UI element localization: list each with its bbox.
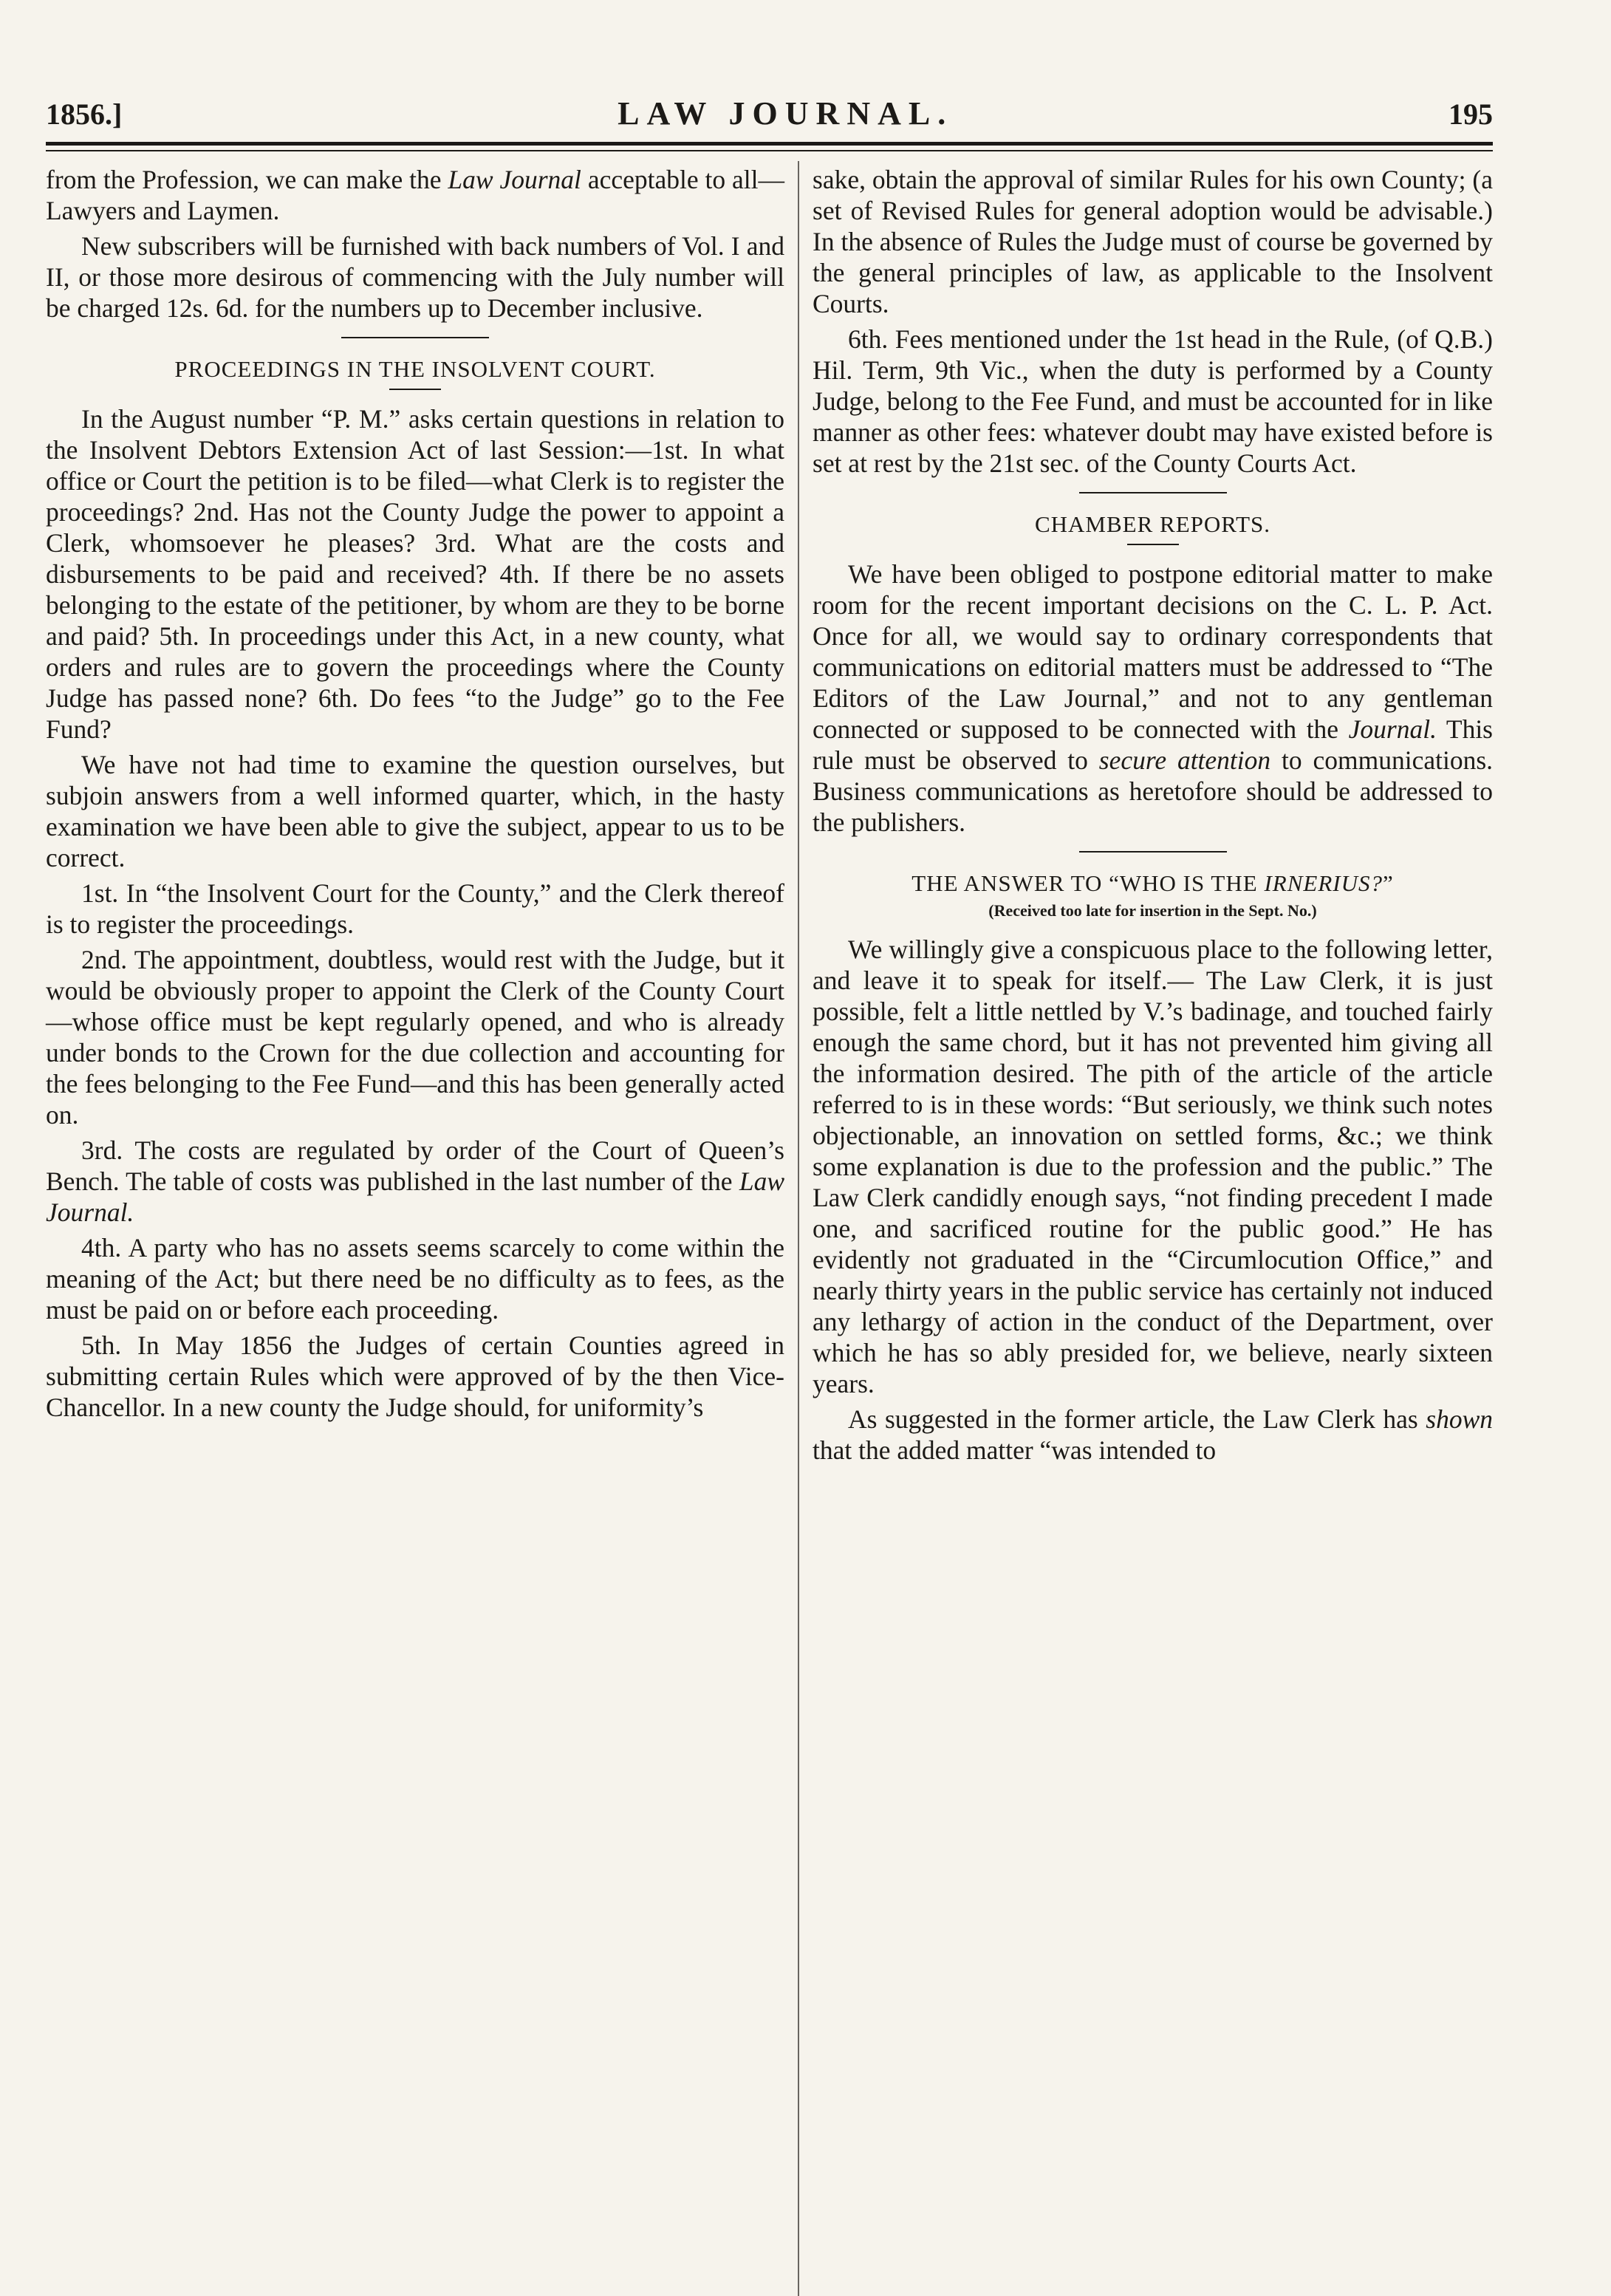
heading-answer-irnerius: THE ANSWER TO “WHO IS THE IRNERIUS?”	[911, 870, 1394, 896]
header-rule-thick	[46, 142, 1493, 146]
paragraph-answer-6th: 6th. Fees mentioned under the 1st head in the Rule, (of Q.B.) Hil. Term, 9th Vic., when the duty is performed by a County Judge, belong to the Fee Fund, and must be accounted for in like manner as other fees: whatever doubt may have existed before is set at rest by the 21st sec. of the County Courts Act.	[813, 324, 1493, 478]
heading-insolvent-court: PROCEEDINGS IN THE INSOLVENT COURT.	[174, 356, 656, 382]
paragraph-answer-1st: 1st. In “the Insolvent Court for the County,” and the Clerk thereof is to register the proceedings.	[46, 878, 784, 939]
paragraph-no-time: We have not had time to examine the question ourselves, but subjoin answers from a well informed quarter, which, in the hasty examination we have been able to give the subject, appear to us to be correct.	[46, 750, 784, 872]
paragraph-subscribers: New subscribers will be furnished with back numbers of Vol. I and II, or those more desirous of commencing with the July number will be charged 12s. 6d. for the numbers up to December inclusive.	[46, 231, 784, 323]
heading-underline	[389, 389, 441, 390]
paragraph-sake: sake, obtain the approval of similar Rules for his own County; (a set of Revised Rules for general adoption would be advisable.) In the absence of Rules the Judge must of course be governed by the general principles of law, as applicable to the Insolvent Courts.	[813, 165, 1493, 318]
heading-answer-subtitle: (Received too late for insertion in the Sept. No.)	[988, 901, 1317, 920]
section-separator	[1079, 851, 1227, 853]
paragraph-suggested: As suggested in the former article, the Law Clerk has shown that the added matter “was intended to	[813, 1404, 1493, 1465]
paragraph-intro: from the Profession, we can make the Law Journal acceptable to all—Lawyers and Laymen.	[46, 165, 784, 225]
running-head	[46, 95, 1493, 140]
section-separator	[341, 337, 489, 338]
page-number: 195	[1448, 98, 1493, 131]
running-head-year: 1856.]	[46, 98, 123, 131]
section-separator	[1079, 492, 1227, 493]
heading-chamber-reports: CHAMBER REPORTS.	[1034, 511, 1271, 537]
column-divider	[798, 161, 799, 2296]
paragraph-answer-4th: 4th. A party who has no assets seems scarcely to come within the meaning of the Act; but there need be no difficulty as to fees, as the must be paid on or before each proceeding.	[46, 1233, 784, 1325]
running-head-title: LAW JOURNAL.	[618, 95, 954, 131]
paragraph-chamber-reports: We have been obliged to postpone editorial matter to make room for the recent important decisions on the C. L. P. Act. Once for all, we would say to ordinary correspondents that communications on editorial matters must be addressed to “The Editors of the Law Journal,” and not to any gentleman connected or supposed to be connected with the Journal. This rule must be observed to secure attention to communications. Business communications as heretofore should be addressed to the publishers.	[813, 559, 1494, 837]
paragraph-answer-3rd: 3rd. The costs are regulated by order of the Court of Queen’s Bench. The table of costs was published in the last number of the Law Journal.	[46, 1135, 784, 1227]
left-column	[46, 164, 784, 1427]
paragraph-answer-5th: 5th. In May 1856 the Judges of certain Counties agreed in submitting certain Rules which were approved of by the then Vice-Chancellor. In a new county the Judge should, for uniformity’s	[46, 1330, 784, 1422]
paragraph-question: In the August number “P. M.” asks certain questions in relation to the Insolvent Debtors Extension Act of last Session:—1st. In what office or Court the petition is to be filed—what Clerk is to register the proceedings? 2nd. Has not the County Judge the power to appoint a Clerk, whomsoever he pleases? 3rd. What are the costs and disbursements to be paid and received? 4th. If there be no assets belonging to the estate of the petitioner, by whom are they to be borne and paid? 5th. In proceedings under this Act, in a new county, what orders and rules are to govern the proceedings where the County Judge has passed none? 6th. Do fees “to the Judge” go to the Fee Fund?	[46, 404, 784, 744]
paragraph-answer-2nd: 2nd. The appointment, doubtless, would rest with the Judge, but it would be obviously proper to appoint the Clerk of the County Court—whose office must be kept regularly opened, and who is already under bonds to the Crown for the due collection and accounting for the fees belonging to the Fee Fund—and this has been generally acted on.	[46, 945, 784, 1130]
header-rule-thin	[46, 150, 1493, 151]
heading-underline	[1127, 544, 1179, 545]
paragraph-answer-letter: We willingly give a conspicuous place to the following letter, and leave it to speak for itself.— The Law Clerk, it is just possible, felt a little nettled by V.’s badinage, and touched fairly enough the same chord, but it has not prevented him giving all the information desired. The pith of the article of the article referred to is in these words: “But seriously, we think such notes objectionable, an innovation on settled forms, &c.; we think some explanation is due to the profession and the public.” The Law Clerk candidly enough says, “not finding precedent I made one, and sacrificed routine for the public good.” He has evidently not graduated in the “Circumlocution Office,” and nearly thirty years in the public service has certainly not induced any lethargy of action in the conduct of the Department, over which he has so ably presided for, we believe, nearly sixteen years.	[813, 935, 1493, 1398]
right-column	[813, 164, 1493, 1470]
